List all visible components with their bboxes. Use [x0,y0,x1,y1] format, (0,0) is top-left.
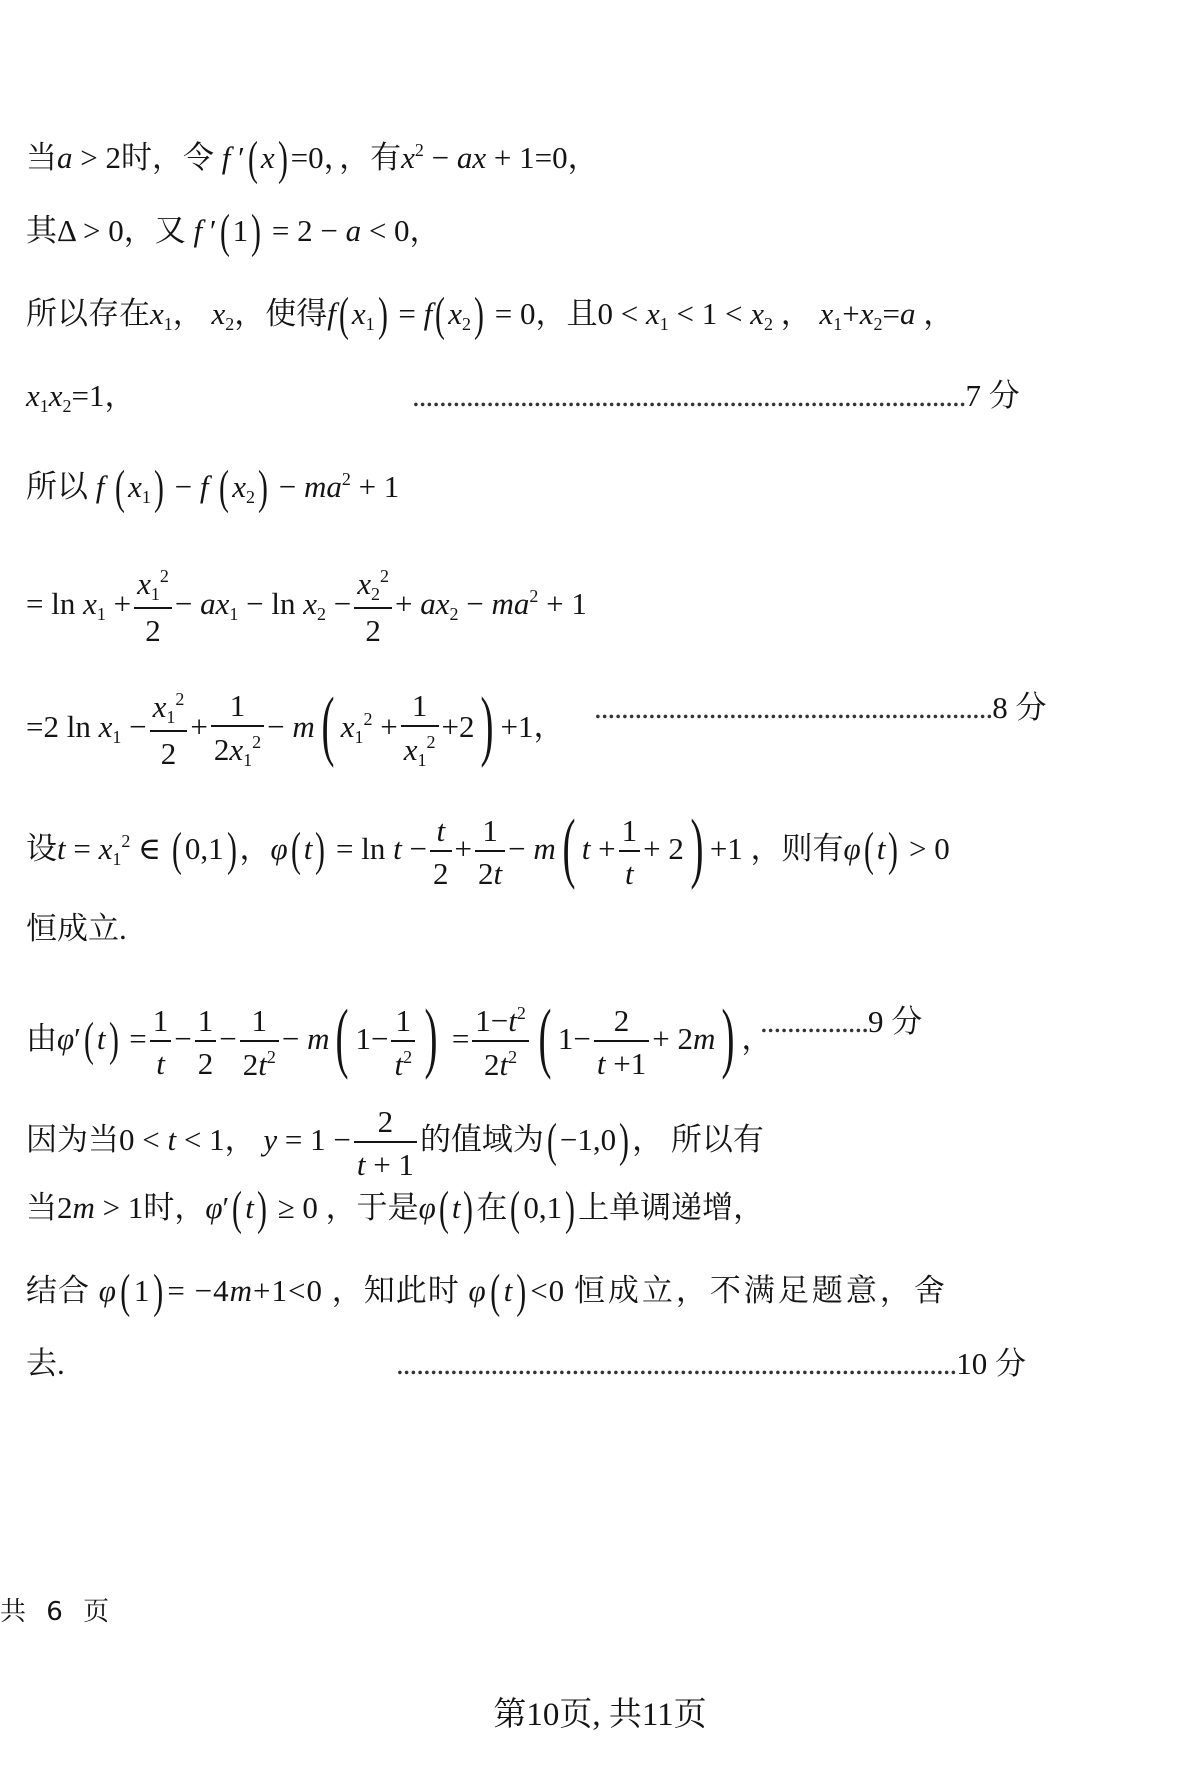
line-5: 所以 f $(x_1) - f$ $(x_2) - ma^2 + 1$ [26,461,400,514]
line-7: =2 $\ln x_1$ − $\frac{x_1^2}{2}$ + $\frac{1}{2x_1^2}$ − m( $x_1^2$ + $\frac{1}{x_1^2}$ +2) +1， [26,680,565,771]
line-14: 去. [26,1346,65,1381]
score-8: ...........................................................8 分 [594,690,1047,725]
page-number: 第10页, 共11页 [493,1697,707,1733]
line-1: 当a > 2时，令 f ′(x)=0，，有$x^2$ − ax + 1=0， [26,132,599,185]
page-count-left: 共 6 页 [0,1597,116,1627]
line-11: 因为当0 < t < 1， y = 1 − $\frac{2}{t + 1}$ 的值域为(−1,0)， 所以有 [26,1104,764,1182]
score-9: ................9 分 [760,1004,923,1039]
line-2: 其Δ > 0，又 f ′(1) = 2 − a < 0， [26,205,441,258]
score-7: ..................................................................................7 分 [412,378,1020,413]
line-12: 当2m > 1时，φ′(t) ≥ 0 ，于是φ(t)在(0,1)上单调递增， [26,1182,765,1235]
line-10: 由φ′(t) = $\frac{1}{t}$ − $\frac{1}{2}$ − $\frac{1}{2t^2}$ − m( 1− $\frac{1}{t^2}$ ) = $\frac{1-t^2}{2t^2}$ ( 1− $\frac{2}{t +1}$ + 2m) ， [26,993,773,1082]
line-6: = $\ln x_1$ + $\frac{x_1^2}{2}$ − $ax_1 - \ln x_2$ − $\frac{x_2^2}{2}$ + $ax_2 - ma^2 + 1$ [26,566,587,648]
line-9: 恒成立. [26,911,127,946]
score-10: ...................................................................................10 分 [396,1346,1026,1381]
line-13: 结合 φ( 1) = −4m+1<0 ，知此时 φ( t) <0 恒成立，不满足题意，舍 [26,1265,948,1318]
line-8: 设$t = x_1^2$ ∈ (0,1)，φ(t) = ln t − $\frac{t}{2}$ + $\frac{1}{2t}$ − m( t + $\frac{1}{t}$ + 2) +1 ，则有φ(t) > 0 [26,803,950,891]
line-3: 所以存在$x_1$， $x_2$，使得$f(x_1) = f(x_2) = 0$，且$0 < x_1 < 1 < x_2$ ， $x_1+x_2=a$ ， [26,288,955,341]
line-4: $x_1x_2=1$， [26,378,136,416]
